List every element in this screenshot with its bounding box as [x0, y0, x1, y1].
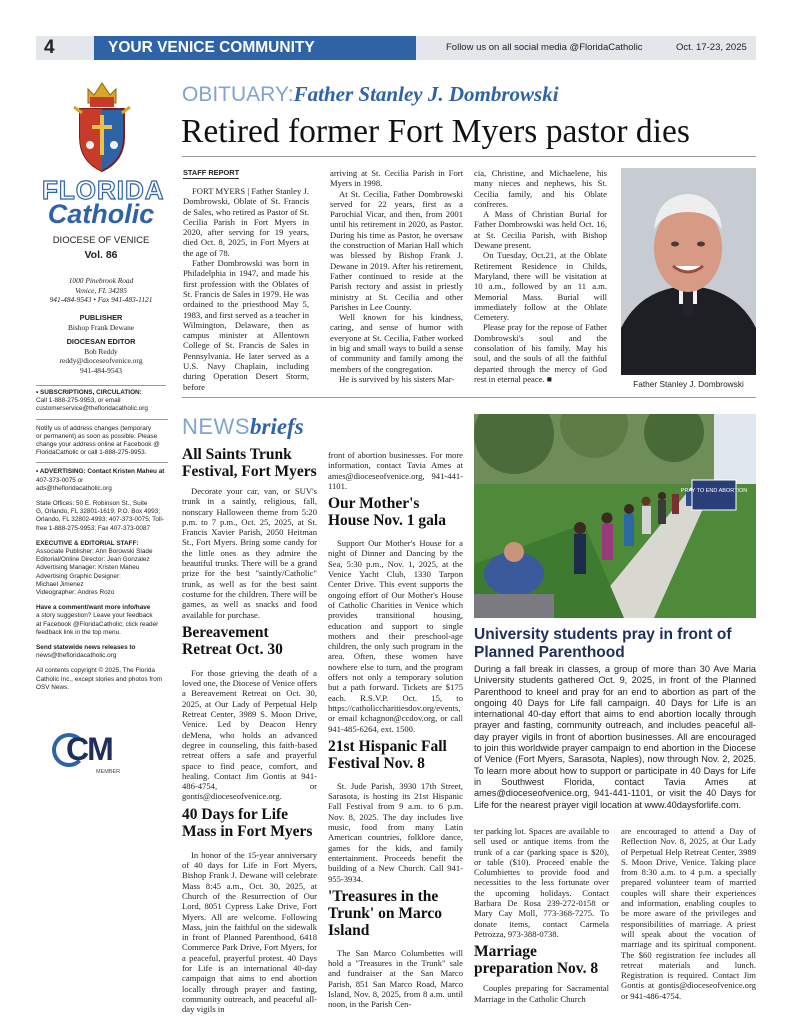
- ads-line: • ADVERTISING: Contact Kristen Maheu at: [36, 468, 165, 476]
- story-line: Have a comment/want more info/have: [36, 604, 151, 612]
- diocese-name: DIOCESE OF VENICE: [52, 235, 150, 246]
- offices-line: Orlando, FL 32802-4993; 407-373-0075; Toll-: [36, 516, 164, 524]
- staff-line: Videographer: Andres Rozo: [36, 589, 115, 597]
- section-rule: [182, 397, 756, 398]
- ads-line: 407-373-0075 or: [36, 476, 84, 484]
- copyright-line: OSV News.: [36, 683, 70, 691]
- brief-title: Bereavement Retreat Oct. 30: [182, 623, 283, 658]
- obit-paragraph: Well known for his kindness, caring, and sense of humor with everyone at St. Cecilia, Father worked in big and small ways to build a sense of community and family among the members of the congregation.: [330, 312, 463, 374]
- protest-photo: [474, 414, 756, 618]
- subs-label: • SUBSCRIPTIONS, CIRCULATION:: [36, 389, 142, 396]
- notify-line: FloridaCatholic or call 1-888-275-9953.: [36, 449, 147, 457]
- subs-email: customerservice@thefloridacatholic.org: [36, 405, 148, 413]
- briefs-col-4: [621, 826, 756, 1001]
- ads-line: ads@thefloridacatholic.org: [36, 484, 112, 492]
- notify-line: Notify us of address changes (temporary: [36, 424, 152, 432]
- address-line: 941-484-9543 • Fax 941-483-1121: [49, 295, 153, 304]
- member-label: MEMBER: [96, 769, 121, 775]
- volume: Vol. 86: [84, 249, 118, 261]
- obituary-rule: [182, 156, 756, 157]
- university-text: During a fall break in classes, a group of more than 30 Ave Maria University students gathered Oct. 9, 2025, in front of the Planned Parenthood to kneel and pray for an end to abortion as part of the ongoing 40 Days for Life fall campaign. 40 Days for Life is an international 40-day effort that aims to end abortion locally through prayer and fasting, community outreach, and includes peaceful all-day prayer vigils in front of abortion businesses. All are encouraged to join this worldwide prayer campaign to end abortion in the Diocese of Venice (Fort Myers, Sarasota, Naples), now through Nov. 2, 2025. To learn more about how to support or participate in 40 Days for Life in Southwest Florida, contact Tavia Ames at ames@dioceseofvenice.org, 941-441-1101, or visit the 40 Days for Life for the nearest prayer vigil location at www.40daysforlife.com.: [474, 664, 756, 810]
- obituary-label: OBITUARY:: [182, 83, 294, 106]
- obit-paragraph: At St. Cecilia, Father Dombrowski served for 22 years, first as a Parochial Vicar, and then, from 2001 until his retirement in 2020, as Pastor. During his time as Pastor, he oversaw the construction of Marian Hall which was blessed by Bishop Frank J. Dewane in 2019. After his retirement, Father continued to reside at the Parish rectory and assist in priestly ministry at St. Cecilia and other Parishes in Lee County.: [330, 188, 463, 312]
- newsbriefs-news: NEWS: [182, 414, 250, 439]
- subs-text: Call 1-888-275-9953, or email: [36, 397, 121, 405]
- newsbriefs-logo: [182, 414, 304, 440]
- editor-label: DIOCESAN EDITOR: [66, 337, 136, 346]
- brief-paragraph: The San Marco Columbettes will hold a "Treasures in the Trunk" sale and fundraiser at the San Marco Parish, 851 San Marco Road, Marco Island, Nov. 8, 2025, from 8 a.m. until noon, in the Parish Cen-: [328, 947, 463, 1010]
- sign-text: [681, 488, 747, 494]
- brief-paragraph: ter parking lot. Spaces are available to sell used or antique items from the trunk of a car (parking space is $20), or table ($10). Proceed enable the Columbiettes to provide food and necessities to the less fortunate over the upcoming holidays. Contact Barbara De Rosa 239-272-0158 or Mary Cay Moll, 773-368-7275. To donate items, contact Carmela Petrozza, 973-388-0738.: [474, 826, 609, 939]
- brief-title: 'Treasures in the Trunk' on Marco Island: [328, 887, 442, 939]
- staff-line: EXECUTIVE & EDITORIAL STAFF:: [36, 539, 139, 547]
- brief-paragraph: are encouraged to attend a Day of Reflection Nov. 8, 2025, at Our Lady of Perpetual Help Retreat Center, 3989 S. Moon Drive, Venice. Taking place from 8:30 a.m. to 4 p.m. a specially prepared volunteer team of married couples will share their experiences and information, enabling couples to be more aware of the privileges and responsibilities of marriage. A priest will speak about the vocation of marriage and its spiritual component. The $60 registration fee includes all retreat materials and lunch. Registration is required. Contact Jim Gontis at gontis@dioceseofvenice.org or 941-486-4754.: [621, 826, 756, 1001]
- notify-line: or permanent) as soon as possible. Please: [36, 432, 158, 440]
- obit-paragraph: He is survived by his sisters Mar-: [339, 373, 455, 384]
- university-title: University students pray in front of Planned Parenthood: [474, 626, 732, 661]
- obit-paragraph: On Tuesday, Oct.21, at the Oblate Retirement Residence in Childs, Maryland, there will be visitation at 10 a.m., followed by an 11 a.m. Memorial Mass. Burial will immediately follow at the Oblate Cemetery.: [474, 250, 607, 323]
- section-banner: YOUR VENICE COMMUNITY: [94, 36, 416, 60]
- brief-title: 21st Hispanic Fall Festival Nov. 8: [328, 737, 447, 772]
- obit-col-2: [330, 168, 463, 384]
- obit-paragraph: arriving at St. Cecilia Parish in Fort Myers in 1998.: [330, 168, 463, 189]
- briefs-col-1: [182, 446, 317, 1014]
- staff-line: Editorial/Online Director: Jean Gonzalez: [36, 556, 150, 564]
- staff-line: Michael Jimenez: [36, 580, 84, 588]
- logo-florida: FLORIDA: [42, 175, 165, 205]
- page-header: [36, 36, 756, 60]
- editor-name: Bob Reddy: [84, 346, 118, 356]
- publisher-label: PUBLISHER: [79, 313, 123, 322]
- brief-title: Our Mother's House Nov. 1 gala: [328, 495, 446, 530]
- obituary-headline: Retired former Fort Myers pastor dies: [181, 113, 690, 150]
- offices-line: State Offices: 50 E. Robinson St., Suite: [36, 500, 148, 508]
- social-handle: Follow us on all social media @FloridaCatholic: [446, 42, 643, 53]
- briefs-col-2: [328, 450, 463, 1010]
- brief-paragraph: In honor of the 15-year anniversary of 40 days for Life in Fort Myers, Bishop Frank J. Dewane will celebrate Mass 8:45 a.m., Oct. 30, 2025, at Church of the Resurrection of Our Lord, 8051 Cypress Lake Drive, Fort Myers. All are welcome. Following Mass, join the faithful on the sidewalk in front of Planned Parenthood, 6418 Commerce Park Drive, Fort Myers, for a peaceful, prayerful protest. 40 Days for Life is an international 40-day campaign that aims to end abortion locally through prayer and fasting, community outreach, and peaceful all-day vigils in: [182, 849, 317, 1015]
- newsbriefs-briefs: briefs: [250, 414, 304, 439]
- briefs-col-3: [474, 826, 609, 1004]
- obit-paragraph: cia, Christine, and Michaelene, his many nieces and nephews, his St. Cecilia family, and his Oblate confreres.: [474, 168, 607, 209]
- address-line: 1000 Pinebrook Road: [68, 276, 134, 285]
- obit-col-1: [183, 186, 309, 392]
- logo-catholic: Catholic: [47, 199, 155, 229]
- publisher-block: [36, 313, 166, 375]
- offices-line: G, Orlando, FL 32801-1619; P.O. Box 4993;: [36, 508, 160, 516]
- brief-paragraph: St. Jude Parish, 3930 17th Street, Sarasota, is hosting its 21st Hispanic Fall Festival from 9 a.m. to 6 p.m. Nov. 8, 2025. The day includes live music, food from many Latin American countries, folklore dance, games for the kids, and family entertainment. Proceeds benefit the building of a New Church. Call 941-955-3934.: [328, 780, 463, 884]
- releases-line: news@thefloridacatholic.org: [36, 652, 117, 660]
- brief-paragraph: Couples preparing for Sacramental Marriage in the Catholic Church: [474, 983, 609, 1004]
- brief-paragraph: For those grieving the death of a loved one, the Diocese of Venice offers a Bereavement Retreat on Oct. 30, 2025, at Our Lady of Perpetual Help Retreat Center, 3989 S. Moon Drive, Venice. Led by Deacon Henry deMena, who holds an advanced degree in counseling, this faith-based retreat offers a safe and prayerful space to find peace, comfort, and healing. Contact Jim Gontis at 941-486-4754, or gontis@dioceseofvenice.org.: [182, 667, 317, 802]
- brief-paragraph: front of abortion businesses. For more information, contact Tavia Ames at ames@dioceseofvenice.org, 941-441-1101.: [328, 450, 463, 491]
- story-line: feedback link in the top menu.: [36, 628, 121, 636]
- notify-line: change your address online at Facebook @: [36, 441, 160, 449]
- issue-date: Oct. 17-23, 2025: [676, 42, 747, 53]
- byline: STAFF REPORT: [183, 168, 240, 177]
- staff-line: Advertising Graphic Designer:: [36, 572, 121, 580]
- obituary-name: Father Stanley J. Dombrowski: [293, 82, 559, 106]
- story-line: a story suggestion? Leave your feedback: [36, 612, 153, 620]
- divider: [36, 385, 166, 386]
- publisher-name: Bishop Frank Dewane: [67, 322, 135, 332]
- cm-member-logo: [52, 731, 132, 775]
- sidebar: [36, 75, 166, 775]
- offices-line: free 1-888-275-9953; Fax 407-373-0087: [36, 524, 151, 532]
- copyright-line: All contents copyright © 2025, The Florida: [36, 667, 155, 675]
- obit-col-3: [474, 168, 607, 384]
- obit-paragraph: Please pray for the repose of Father Dombrowski's soul and the consolation of his family. May his soul, and the souls of all the faithful departed through the mercy of God rest in eternal peace. ■: [474, 322, 607, 384]
- obit-paragraph: Father Dombrowski was born in Philadelphia in 1947, and made his first profession with the Oblates of St. Francis de Sales in 1979. He was ordained to the priesthood May 5, 1983, and first served as a teacher in Wilmington, Delaware, then as campus minister at Allentown College of St. Francis de Sales in Pennsylvania. He later served as a U.S. Navy Chaplain, including during Operation Desert Storm, before: [183, 258, 309, 392]
- photo-caption: Father Stanley J. Dombrowski: [633, 379, 744, 389]
- story-line: at Facebook @FloridaCatholic; click reader: [36, 620, 159, 628]
- address-block: [36, 276, 166, 305]
- obit-paragraph: FORT MYERS | Father Stanley J. Dombrowski, Oblate of St. Francis de Sales, who retired as Pastor of St. Cecilia Parish in Fort Myers in 2020, after serving for 19 years, died Oct. 8, 2025, in Fort Myers at the age of 78.: [183, 186, 309, 258]
- brief-title: All Saints Trunk Festival, Fort Myers: [182, 446, 317, 480]
- priest-portrait: [621, 168, 756, 375]
- brief-paragraph: Decorate your car, van, or SUV's trunk in a saintly, religious, fall, nonscary Halloween theme from 5:20 p.m. to 7 p.m., Oct. 25, 2025, at St. Francis Xavier Parish, 2050 Heitman St., Fort Myers. Bring some candy for the little ones as they admire the beautiful trunks. There will be a grand prize for the best "saintly/Catholic" trunk, as well as for the best saint costume for the children. There will be games, as well as snacks and food available for purchase.: [182, 486, 317, 620]
- editor-email: reddy@dioceseofvenice.org: [59, 356, 143, 365]
- brief-paragraph: Support Our Mother's House for a night of Dinner and Dancing by the Sea, 5:30 p.m., Nov. 1, 2025, at the Venice Yacht Club, 1330 Tarpon Center Drive. This event supports the ongoing effort of Our Mother's House of Catholic Charities in Venice which provides transitional housing, education and support to single mothers and their preschool-age children, the only such program in the area. Often, these women have nowhere else to turn, and the program offers not only a temporary solution but a path forward. Tickets are $175 each. R.S.V.P. Oct. 15, to https://catholiccharitiesdov.org/events, or email kchagnon@ccdov.org, or call 941-485-6264, ext. 1500.: [328, 538, 463, 734]
- sidebar-notes: [36, 389, 168, 692]
- coat-of-arms-icon: [66, 79, 138, 175]
- cm-letters: CM: [66, 731, 112, 767]
- releases-line: Send statewide news releases to: [36, 644, 136, 652]
- obituary-kicker: [182, 82, 559, 107]
- sign-tspan: PRAY TO END ABORTION: [680, 488, 748, 494]
- staff-line: Advertising Manager: Kristen Maheu: [36, 564, 140, 572]
- brief-title: 40 Days for Life Mass in Fort Myers: [182, 805, 313, 840]
- obit-paragraph: A Mass of Christian Burial for Father Dombrowski was held Oct. 16, at St. Cecilia Parish, with Bishop Dewane present.: [474, 209, 607, 251]
- editor-phone: 941-484-9543: [80, 365, 122, 375]
- address-line: Venice, FL 34285: [75, 285, 127, 295]
- page-number: 4: [44, 37, 55, 58]
- staff-line: Associate Publisher: Ann Borowski Slade: [36, 548, 153, 556]
- brief-title: Marriage preparation Nov. 8: [474, 943, 599, 978]
- copyright-line: Catholic Inc., except stories and photos from: [36, 675, 163, 683]
